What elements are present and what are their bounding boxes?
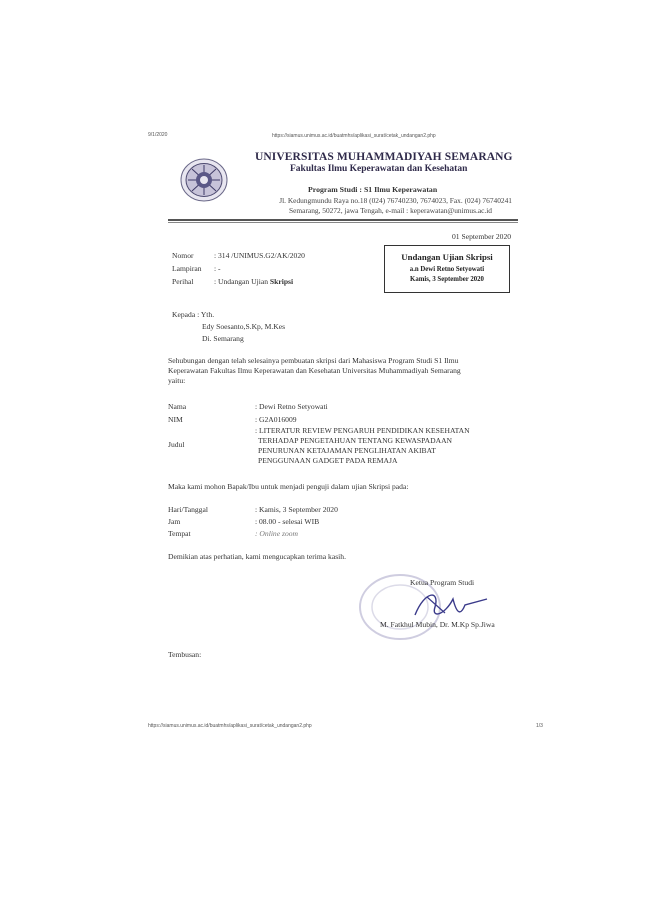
intro-line-2: Keperawatan Fakultas Ilmu Keperawatan dan Kesehatan Universitas Muhammadiyah Semarang (168, 366, 461, 375)
nim-label: NIM (168, 415, 183, 424)
intro-line-3: yaitu: (168, 376, 186, 385)
request-text: Maka kami mohon Bapak/Ibu untuk menjadi penguji dalam ujian Skripsi pada: (168, 482, 409, 491)
nama-label: Nama (168, 402, 187, 411)
letter-date: 01 September 2020 (452, 232, 512, 241)
judul-line-1: : LITERATUR REVIEW PENGARUH PENDIDIKAN KESEHATAN (255, 426, 470, 435)
address-line-2: Semarang, 50272, jawa Tengah, e-mail : keperawatan@unimus.ac.id (289, 206, 492, 215)
print-date: 9/1/2020 (148, 132, 168, 138)
program-name: Program Studi : S1 Ilmu Keperawatan (308, 185, 438, 194)
kepada-label: Kepada : Yth. (172, 310, 215, 319)
box-date: Kamis, 3 September 2020 (410, 276, 484, 283)
nim-value: : G2A016009 (255, 415, 297, 424)
closing-text: Demikian atas perhatian, kami mengucapkan terima kasih. (168, 552, 346, 561)
hari-label: Hari/Tanggal (168, 505, 208, 514)
recipient-name: Edy Soesanto,S.Kp, M.Kes (202, 322, 286, 331)
box-title: Undangan Ujian Skripsi (401, 252, 493, 262)
header-rule-thin (168, 222, 518, 223)
lampiran-value: : - (214, 264, 221, 273)
footer-url: https://siamus.unimus.ac.id/buatmhs/aplikasi_surat/cetak_undangan2.php (148, 723, 312, 729)
nomor-value: : 314 /UNIMUS.G2/AK/2020 (214, 251, 305, 260)
signature-name: M. Fatkhul Mubin, Dr. M.Kp Sp.Jiwa (380, 620, 495, 629)
judul-line-3: PENURUNAN KETAJAMAN PENGLIHATAN AKIBAT (258, 446, 436, 455)
nomor-label: Nomor (172, 251, 194, 260)
tempat-label: Tempat (168, 529, 191, 538)
faculty-name: Fakultas Ilmu Keperawatan dan Kesehatan (290, 164, 468, 174)
lampiran-label: Lampiran (172, 264, 202, 273)
perihal-label: Perihal (172, 277, 194, 286)
jam-label: Jam (168, 517, 181, 526)
tembusan-label: Tembusan: (168, 650, 202, 659)
recipient-place: Di. Semarang (202, 334, 244, 343)
address-line-1: Jl. Kedungmundu Raya no.18 (024) 76740230, 7674023, Fax. (024) 76740241 (279, 196, 512, 205)
header-rule (168, 219, 518, 221)
judul-label: Judul (168, 440, 185, 449)
print-url: https://siamus.unimus.ac.id/buatmhs/aplikasi_surat/cetak_undangan2.php (272, 133, 436, 139)
tempat-value: : Online zoom (255, 529, 299, 538)
judul-line-2: TERHADAP PENGETAHUAN TENTANG KEWASPADAAN (258, 436, 453, 445)
nama-value: : Dewi Retno Setyowati (255, 402, 328, 411)
judul-line-4: PENGGUNAAN GADGET PADA REMAJA (258, 456, 398, 465)
jam-value: : 08.00 - selesai WIB (255, 517, 320, 526)
box-student: a.n Dewi Retno Setyowati (409, 266, 485, 273)
perihal-value: : Undangan Ujian Skripsi (214, 277, 294, 286)
intro-line-1: Sehubungan dengan telah selesainya pembuatan skripsi dari Mahasiswa Program Studi S1 Ilmu (168, 356, 459, 365)
university-logo (180, 158, 228, 202)
signature-role: Ketua Program Studi (410, 578, 475, 587)
signature-drawing (405, 585, 495, 625)
footer-page: 1/3 (536, 723, 543, 729)
university-name: UNIVERSITAS MUHAMMADIYAH SEMARANG (255, 151, 513, 163)
hari-value: : Kamis, 3 September 2020 (255, 505, 338, 514)
perihal-bold: Skripsi (269, 277, 294, 286)
